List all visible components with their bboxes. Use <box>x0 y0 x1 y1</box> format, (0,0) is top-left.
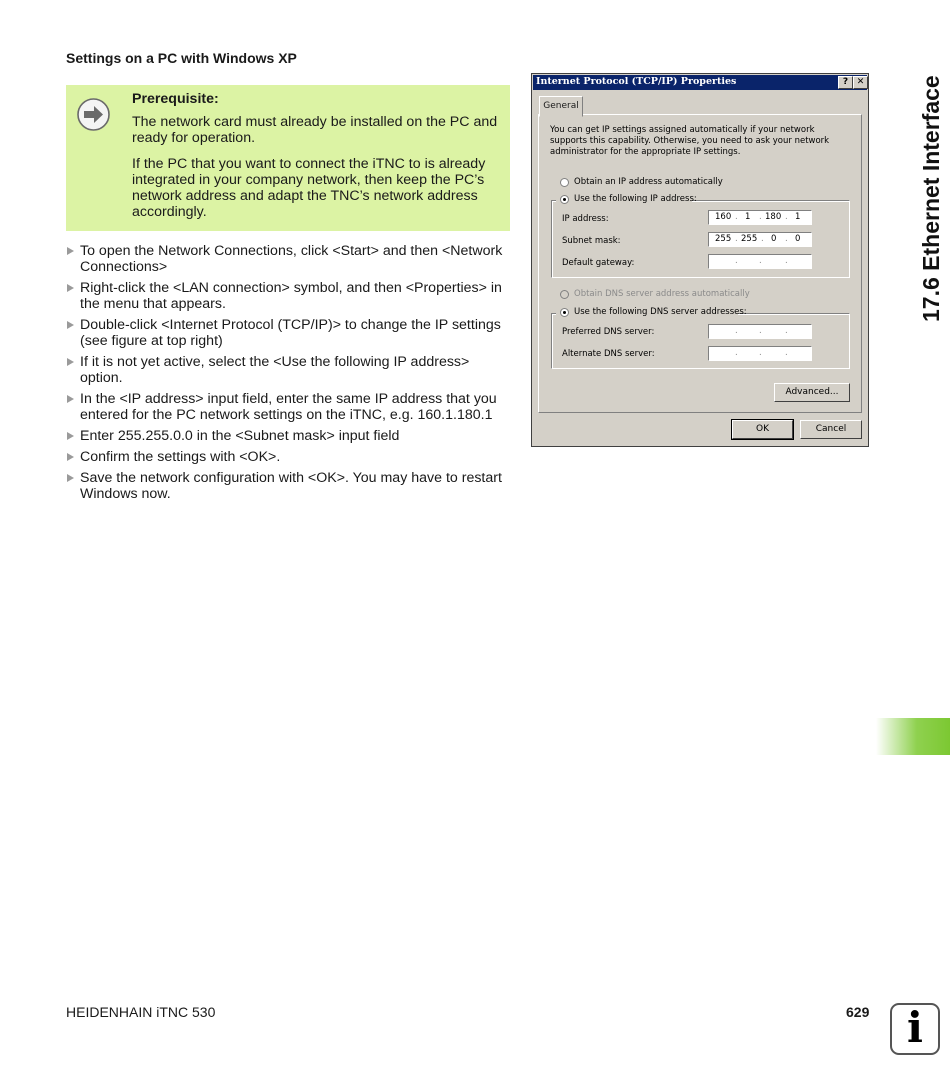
ok-button[interactable]: OK <box>732 420 793 439</box>
list-item: In the <IP address> input field, enter the same IP address that you entered for the PC network settings on the iTNC, e.g. 160.1.180.1 <box>66 391 510 423</box>
triangle-bullet-icon <box>67 453 74 461</box>
list-item: Save the network configuration with <OK>. You may have to restart Windows now. <box>66 470 510 502</box>
triangle-bullet-icon <box>67 247 74 255</box>
close-button[interactable]: ✕ <box>853 76 868 89</box>
dialog-titlebar[interactable] <box>533 75 867 90</box>
use-ip-radio[interactable] <box>560 195 569 204</box>
page-number: 629 <box>846 1004 870 1020</box>
step-list <box>66 243 510 507</box>
triangle-bullet-icon <box>67 321 74 329</box>
obtain-dns-label: Obtain DNS server address automatically <box>574 289 750 299</box>
default-gateway-field[interactable]: . . . <box>708 254 812 269</box>
prerequisite-paragraph: The network card must already be installed on the PC and ready for operation. <box>132 114 498 146</box>
obtain-ip-label: Obtain an IP address automatically <box>574 177 723 187</box>
tab-general[interactable]: General <box>539 96 583 117</box>
list-item: To open the Network Connections, click <Start> and then <Network Connections> <box>66 243 510 275</box>
triangle-bullet-icon <box>67 474 74 482</box>
triangle-bullet-icon <box>67 432 74 440</box>
dialog-intro-text: You can get IP settings assigned automatically if your network supports this capability. Otherwise, you need to ask your network administrator for the appropriate IP settings. <box>550 125 830 157</box>
list-item: Confirm the settings with <OK>. <box>66 449 510 465</box>
triangle-bullet-icon <box>67 395 74 403</box>
ip-address-field[interactable]: 160 . 1 . 180 . 1 <box>708 210 812 225</box>
list-item: Enter 255.255.0.0 in the <Subnet mask> input field <box>66 428 510 444</box>
preferred-dns-label: Preferred DNS server: <box>562 327 655 337</box>
prerequisite-box <box>66 85 510 231</box>
chapter-label: 17.6 Ethernet Interface <box>918 75 944 322</box>
section-heading: Settings on a PC with Windows XP <box>66 50 297 66</box>
use-dns-label: Use the following DNS server addresses: <box>574 307 747 317</box>
obtain-dns-radio[interactable] <box>560 290 569 299</box>
default-gateway-label: Default gateway: <box>562 258 635 268</box>
triangle-bullet-icon <box>67 284 74 292</box>
use-dns-radio[interactable] <box>560 308 569 317</box>
prerequisite-text <box>132 91 504 230</box>
subnet-mask-field[interactable]: 255 . 255 . 0 . 0 <box>708 232 812 247</box>
cancel-button[interactable]: Cancel <box>800 420 862 439</box>
alternate-dns-label: Alternate DNS server: <box>562 349 655 359</box>
prerequisite-title: Prerequisite: <box>132 91 219 107</box>
tcpip-properties-dialog <box>531 73 869 447</box>
alternate-dns-field[interactable]: . . . <box>708 346 812 361</box>
dialog-title: Internet Protocol (TCP/IP) Properties <box>536 76 737 87</box>
use-ip-label: Use the following IP address: <box>574 194 697 204</box>
help-button[interactable]: ? <box>838 76 853 89</box>
list-item: If it is not yet active, select the <Use the following IP address> option. <box>66 354 510 386</box>
info-icon: i <box>890 1003 940 1055</box>
subnet-mask-label: Subnet mask: <box>562 236 621 246</box>
obtain-ip-radio[interactable] <box>560 178 569 187</box>
list-item: Double-click <Internet Protocol (TCP/IP)> to change the IP settings (see figure at top right) <box>66 317 510 349</box>
triangle-bullet-icon <box>67 358 74 366</box>
arrow-right-circle-icon <box>77 98 110 131</box>
advanced-button[interactable]: Advanced... <box>774 383 850 402</box>
list-item: Right-click the <LAN connection> symbol, and then <Properties> in the menu that appears. <box>66 280 510 312</box>
chapter-tab-marker <box>876 718 950 755</box>
prerequisite-paragraph: If the PC that you want to connect the iTNC to is already integrated in your company network, then keep the PC’s network address and adapt the TNC’s network address accordingly. <box>132 156 486 220</box>
ip-address-label: IP address: <box>562 214 609 224</box>
footer-title: HEIDENHAIN iTNC 530 <box>66 1004 216 1020</box>
preferred-dns-field[interactable]: . . . <box>708 324 812 339</box>
